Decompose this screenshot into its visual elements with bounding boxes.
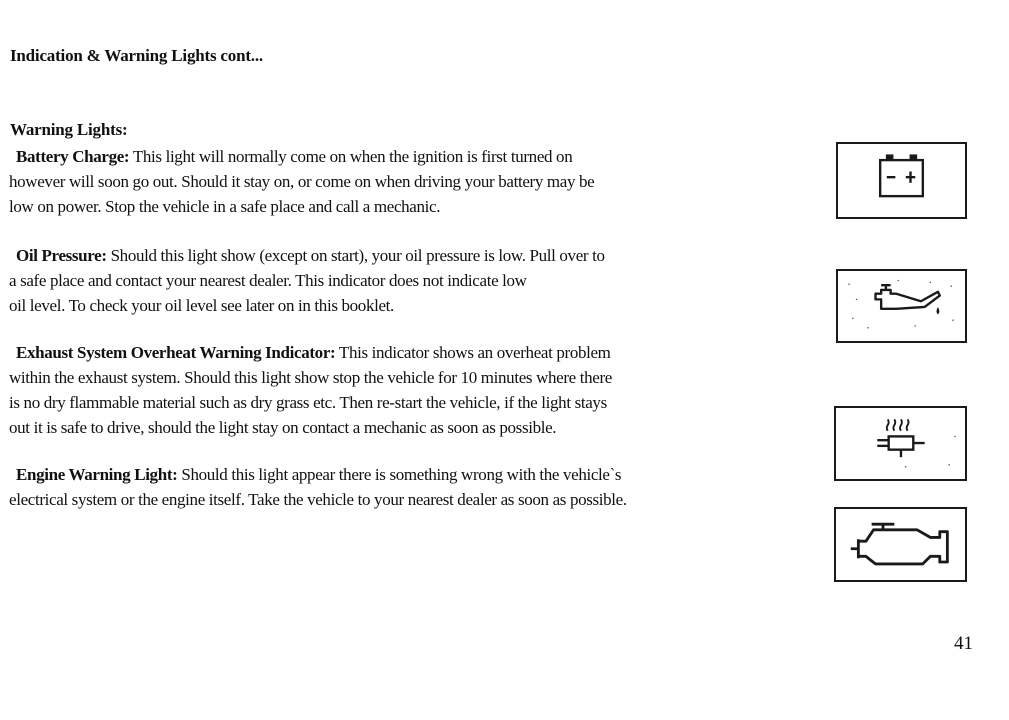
battery-icon-box bbox=[836, 142, 967, 219]
paragraph-line: oil level. To check your oil level see later on in this booklet. bbox=[9, 296, 394, 315]
exhaust-temperature-icon-box bbox=[834, 406, 967, 481]
paragraph-line: Engine Warning Light: Should this light appear there is something wrong with the vehicle`s bbox=[9, 462, 799, 487]
paragraph-line: a safe place and contact your nearest dealer. This indicator does not indicate low bbox=[9, 271, 527, 290]
page-title: Indication & Warning Lights cont... bbox=[10, 46, 263, 65]
oil-pressure-heading: Oil Pressure: bbox=[16, 246, 107, 265]
engine-warning-paragraph bbox=[9, 462, 799, 512]
paragraph-line: Oil Pressure: Should this light show (except on start), your oil pressure is low. Pull over to bbox=[9, 243, 799, 268]
page-number: 41 bbox=[954, 633, 973, 654]
exhaust-overheat-paragraph bbox=[9, 340, 799, 440]
paragraph-line: low on power. Stop the vehicle in a safe place and call a mechanic. bbox=[9, 197, 441, 216]
paragraph-line: within the exhaust system. Should this light show stop the vehicle for 10 minutes where there bbox=[9, 368, 612, 387]
exhaust-overheat-heading: Exhaust System Overheat Warning Indicator: bbox=[16, 343, 336, 362]
exhaust-temperature-icon bbox=[836, 408, 965, 479]
paragraph-line: however will soon go out. Should it stay on, or come on when driving your battery may be bbox=[9, 172, 595, 191]
paragraph-line: electrical system or the engine itself. Take the vehicle to your nearest dealer as soon as possible. bbox=[9, 490, 627, 509]
battery-icon bbox=[838, 144, 965, 217]
paragraph-line: is no dry flammable material such as dry grass etc. Then re-start the vehicle, if the light stays bbox=[9, 393, 607, 412]
warning-lights-heading: Warning Lights: bbox=[10, 120, 128, 139]
paragraph-line: Exhaust System Overheat Warning Indicator: This indicator shows an overheat problem bbox=[9, 340, 799, 365]
paragraph-line: Battery Charge: This light will normally come on when the ignition is first turned on bbox=[9, 144, 799, 169]
oil-pressure-paragraph bbox=[9, 243, 799, 318]
engine-check-icon bbox=[836, 509, 965, 580]
paragraph-line: out it is safe to drive, should the light stay on contact a mechanic as soon as possible. bbox=[9, 418, 557, 437]
battery-charge-paragraph bbox=[9, 144, 799, 219]
engine-warning-heading: Engine Warning Light: bbox=[16, 465, 178, 484]
oil-can-icon-box bbox=[836, 269, 967, 343]
oil-can-icon bbox=[838, 271, 965, 341]
battery-charge-heading: Battery Charge: bbox=[16, 147, 130, 166]
engine-check-icon-box bbox=[834, 507, 967, 582]
